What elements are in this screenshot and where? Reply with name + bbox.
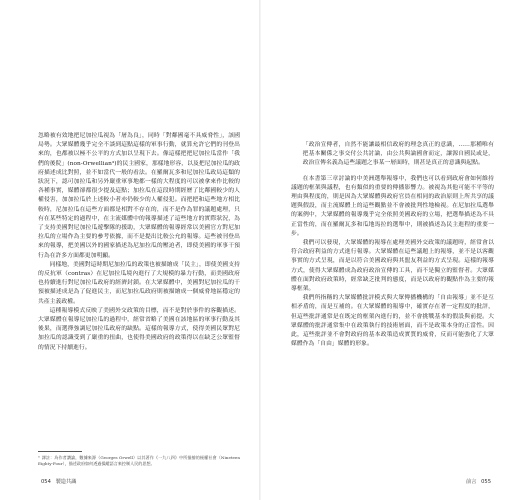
left-running-title: 製造共識 [55,479,77,485]
right-body-text [291,140,494,349]
right-running-title: 前言 [466,479,477,485]
paragraph: 「政治宣傳者，自然不能讓最相信政府的理念真正的意識，……那種唯有把基本關係之事交付公共討論，由公共與論國會而定，讓源自國民或是，政治宣傳名義為這些議題之事某一層面時，則甚是真正的意識與起點。 [302,142,494,167]
paragraph: 忽略被有效地把尼加拉瓜視為「屠為良」，同時「對鄰國毫不具威脅性」，該國局勢。大眾媒體幾乎完全不談到這點這樣的軍事行動，就算允許它們的刊登出來的，也都被以極不公平的方式加以呈現下去。像這樣把把尼加拉瓜當作「我們的後院」(non-Orwellian³)的民主國家，那樣地形容，以及把尼加拉瓜的政府描述成比對照，並不如當代一般的看法。在羅爾瓦多和尼加拉瓜政局這類的狀況下，認可加拉瓜和另外嚴重軍事地都一樣的大程度的可以被拿來作比較的各種事實，媒體卻都很少提及這點；加拉瓜在這段時期經歷了比鄰國較少的人權侵害，加加拉瓜於上述較小者亦仍較少的人權侵犯。而把把和這些地方相比較時，尼加拉瓜在這些方面都是相對不存在的，而不是作為罪的議題處理，只有在某些特定的過程中，在主流媒體中的報導描述了這些地方的實際狀況，為了支持美國對尼加拉瓜遊擊隊的援助，大眾媒體的報導經常以美國官方對尼加拉瓜的立場作為主要的參考依據，而不是提出比較公允的報導。這些被刊登出來的報導，把美國以外的國家描述為尼加拉瓜的壓迫者，即使美國的軍事干預行為在許多方面都更加明顯。 [38,133,240,259]
right-page [261,0,520,500]
paragraph: 這種報導模式反映了美國外交政策的目標，而不是對於事件的客觀描述。大眾媒體在報導尼加拉瓜的過程中，經常省略了美國在該地區的軍事行動及其後果，而選擇強調尼加拉瓜政府的缺點。這樣的報導方式，使得美國民眾對尼加拉瓜的認識受到了嚴重的扭曲，也使得美國政府的政策得以在缺乏公眾監督的情況下持續進行。 [38,307,240,351]
right-folio [466,478,494,485]
paragraph: 在本書第三章討論的中美洲選舉報導中，我們也可以看到政府會如何維持議題的框架與議程，也有類似的重要的傳播影響力。被視為其他可能不平等的理由與程度的，則是因為大眾媒體與政府官員在相同的政治原則上所共享的議題與假設，而主流媒體上的這些觀點並不會被批判性地檢視。在尼加拉瓜選舉的案例中，大眾媒體的報導幾乎完全依照美國政府的立場，把選舉描述為不具正當性的，而在羅爾瓦多和瓜地馬拉的選舉中，則被描述為民主進程的重要一步。 [291,175,494,237]
footnote-text: 譯註：為作者讚論，數據來源（Georges Orwell）以其著作《一九八四》中所描繪的極權社會（Nineteen Eighty-Four），描述政府如何透過操縱語言來控制人民的思想。 [38,455,240,466]
paragraph: 同樣地，美國對這時期尼加拉瓜的政策也被描繪成「民主」，即使美國支持的反抗軍（contras）在尼加拉瓜境內進行了大規模的暴力行動，而美國政府也持續進行對尼加拉瓜政府的經濟封鎖。在大眾媒體中，美國對尼加拉瓜的干預被描述成是為了促進民主，而尼加拉瓜政府則被描繪成一個威脅地區穩定的共產主義政權。 [38,261,240,305]
footnote-rule [38,451,82,452]
left-page [0,0,259,500]
left-folio [38,478,76,485]
left-body-text [38,132,240,353]
left-page-number: 054 [41,479,51,485]
paragraph: 我們所指稱的大眾媒體批評模式與大眾傳播機構的「自由報導」並不是互相矛盾的，而是互補的。在大眾媒體的報導中，確實存在著一定程度的批評，但這些批評通常是在既定的框架內進行的，並不會挑戰基本的假設與前提。大眾媒體的批評通常集中在政策執行的技術層面，而不是政策本身的正當性。因此，這些批評並不會對政府的基本政策造成實質的威脅，反而可能強化了大眾媒體作為「自由」媒體的形象。 [291,295,494,348]
paragraph: 我們可以發現，大眾媒體的報導在處理美國外交政策的議題時，經常會以符合政府利益的方式進行報導。大眾媒體在這些議題上的報導，並不是以客觀事實的方式呈現，而是以符合美國政府與其盟友利益的方式呈現。這樣的報導方式，使得大眾媒體成為政府政治宣傳的工具，而不是獨立的監督者。大眾媒體在面對政府政策時，經常缺乏批判的態度，而是以政府的觀點作為主要的報導框架。 [291,240,494,293]
right-page-number: 055 [481,479,491,485]
footnote-label: ³ [38,455,40,460]
footnote [38,455,240,467]
